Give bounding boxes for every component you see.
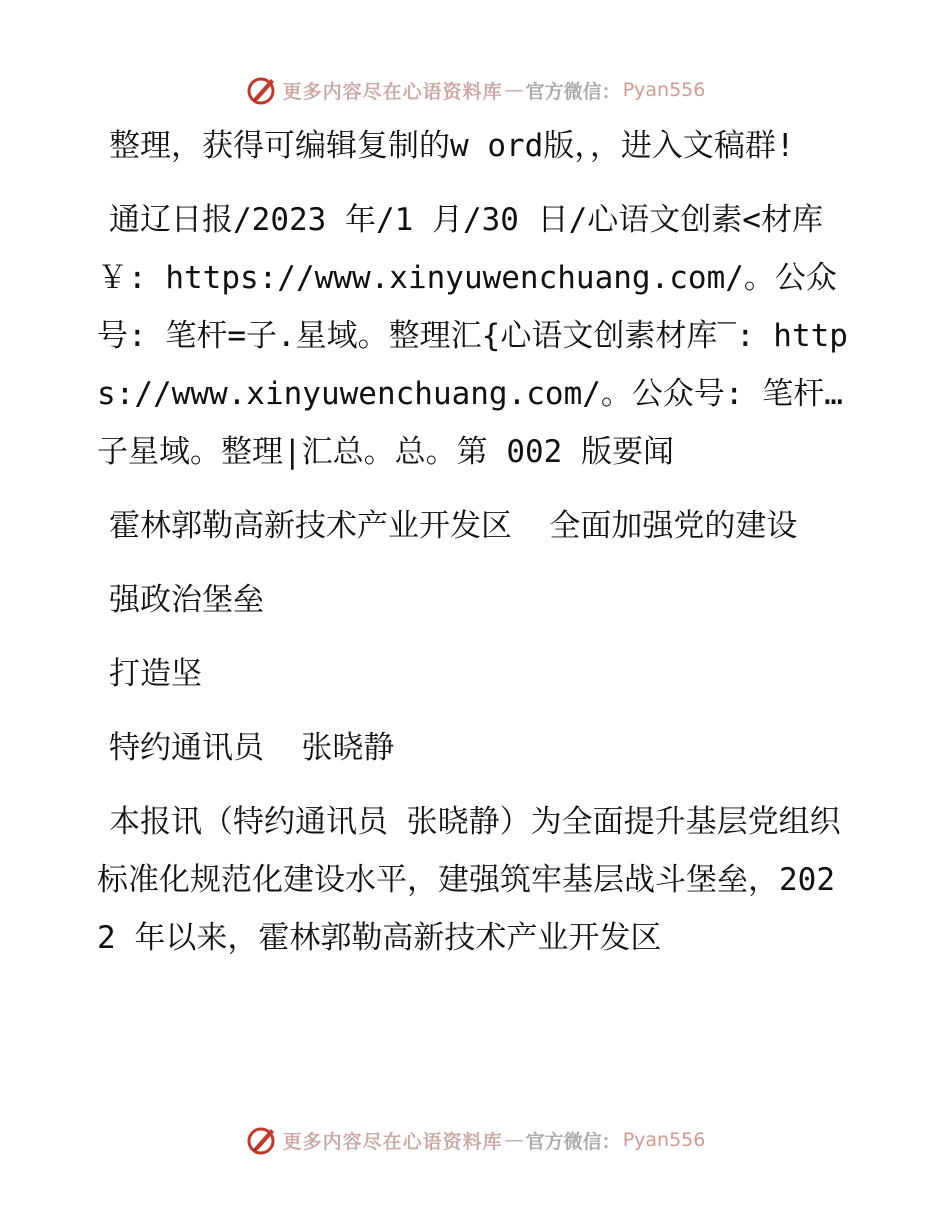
banner-separator: — [504, 1129, 524, 1151]
paragraph-intro: 整理，获得可编辑复制的w ord版，，进入文稿群! [109, 128, 795, 164]
banner-wechat-label: 官方微信： [525, 1130, 621, 1153]
banner-separator: — [504, 79, 524, 101]
paragraph-subheading-2: 打造坚 [109, 656, 202, 692]
header-banner [0, 70, 950, 110]
paragraph-body: 本报讯（特约通讯员 张晓静）为全面提升基层党组织标准化规范化建设水平，建强筑牢基层战斗堡垒，2022 年以来，霍林郭勒高新技术产业开发区 [97, 804, 841, 956]
banner-wechat-id: Pyan556 [622, 79, 706, 101]
paragraph-byline: 特约通讯员 张晓静 [109, 730, 395, 766]
banner-slogan: 更多内容尽在心语资料库 [282, 1130, 503, 1153]
paragraph-headline: 霍林郭勒高新技术产业开发区 全面加强党的建设 [109, 508, 798, 544]
footer-banner [0, 1120, 950, 1160]
paragraph-source: 通辽日报/2023 年/1 月/30 日/心语文创素<材库￥: https://www.xinyuwenchuang.com/。公众号: 笔杆=子.星域。整理汇{心语文创素材库‾: https://www.xinyuwenchuang.com/。公众号: 笔杆…子星域。整理|汇总。总。第 002 版要闻 [97, 202, 848, 470]
banner-wechat-id: Pyan556 [622, 1129, 706, 1151]
paragraph-subheading-1: 强政治堡垒 [109, 582, 264, 618]
banner-slogan: 更多内容尽在心语资料库 [282, 80, 503, 103]
document-body [97, 117, 853, 983]
pen-logo-icon [245, 73, 279, 107]
banner-wechat-label: 官方微信： [525, 80, 621, 103]
pen-logo-icon [245, 1123, 279, 1157]
